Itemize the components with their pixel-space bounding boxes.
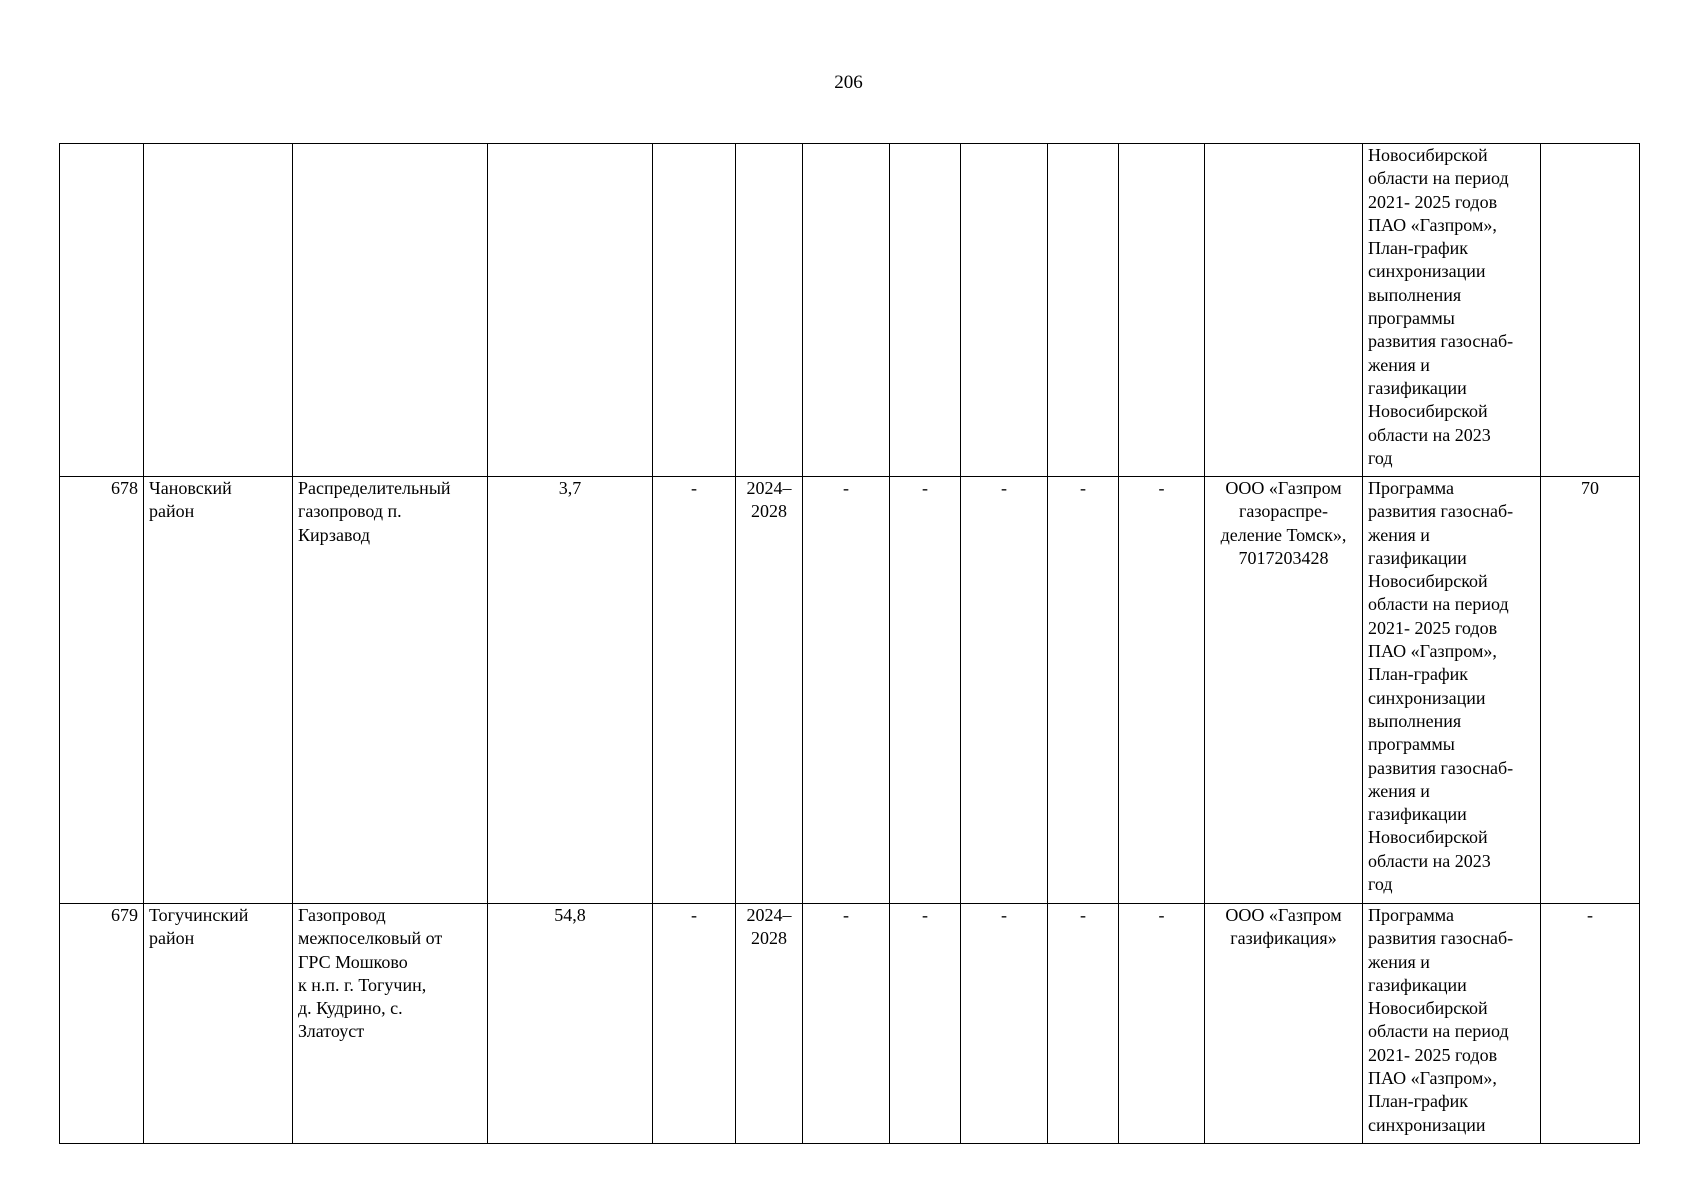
cell-district: Чановский район	[144, 477, 293, 904]
cell-col7: -	[803, 477, 890, 904]
cell-basis: Новосибирской области на период 2021- 2025 годов ПАО «Газпром», План-график синхронизации выполнения программы развития газоснаб- жения и газификации Новосибирской области на 2023 год	[1363, 144, 1541, 477]
cell-col7: -	[803, 904, 890, 1144]
cell-col8	[890, 144, 961, 477]
cell-col11	[1119, 144, 1205, 477]
cell-period	[736, 144, 803, 477]
cell-basis: Программа развития газоснаб- жения и газификации Новосибирской области на период 2021- 2025 годов ПАО «Газпром», План-график синхронизации выполнения программы развития газоснаб- жения и газификации Новосибирской области на 2023 год	[1363, 477, 1541, 904]
cell-col9	[961, 144, 1048, 477]
page-number: 206	[834, 72, 863, 93]
cell-col10: -	[1048, 904, 1119, 1144]
table-row	[60, 144, 1640, 477]
cell-col11: -	[1119, 477, 1205, 904]
cell-col10: -	[1048, 477, 1119, 904]
cell-organization	[1205, 144, 1363, 477]
cell-object: Газопровод межпоселковый от ГРС Мошково к н.п. г. Тогучин, д. Кудрино, с. Златоуст	[293, 904, 488, 1144]
cell-organization: ООО «Газпром газификация»	[1205, 904, 1363, 1144]
cell-number: 679	[60, 904, 144, 1144]
cell-number	[60, 144, 144, 477]
cell-basis: Программа развития газоснаб- жения и газификации Новосибирской области на период 2021- 2025 годов ПАО «Газпром», План-график синхронизации	[1363, 904, 1541, 1144]
table-row	[60, 477, 1640, 904]
cell-length	[488, 144, 653, 477]
cell-period: 2024– 2028	[736, 477, 803, 904]
cell-last: -	[1541, 904, 1640, 1144]
cell-col5	[653, 144, 736, 477]
cell-length: 54,8	[488, 904, 653, 1144]
table-row	[60, 904, 1640, 1144]
cell-object: Распределительный газопровод п. Кирзавод	[293, 477, 488, 904]
cell-length: 3,7	[488, 477, 653, 904]
cell-col10	[1048, 144, 1119, 477]
cell-last: 70	[1541, 477, 1640, 904]
cell-organization: ООО «Газпром газораспре- деление Томск», 7017203428	[1205, 477, 1363, 904]
gasification-table	[59, 143, 1640, 1144]
cell-col8: -	[890, 904, 961, 1144]
cell-object	[293, 144, 488, 477]
cell-number: 678	[60, 477, 144, 904]
cell-district	[144, 144, 293, 477]
cell-col7	[803, 144, 890, 477]
cell-col9: -	[961, 904, 1048, 1144]
cell-col9: -	[961, 477, 1048, 904]
cell-last	[1541, 144, 1640, 477]
cell-col5: -	[653, 477, 736, 904]
cell-col5: -	[653, 904, 736, 1144]
cell-col8: -	[890, 477, 961, 904]
cell-district: Тогучинский район	[144, 904, 293, 1144]
cell-col11: -	[1119, 904, 1205, 1144]
cell-period: 2024– 2028	[736, 904, 803, 1144]
